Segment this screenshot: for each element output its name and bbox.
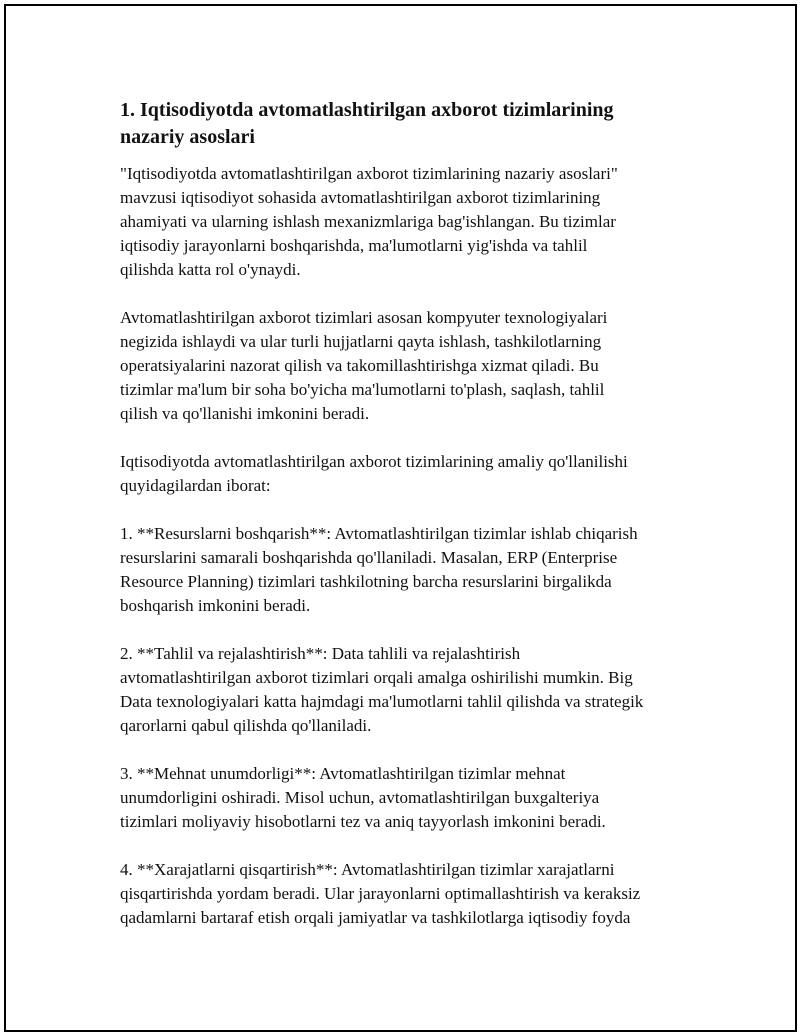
paragraph-line: 3. **Mehnat unumdorligi**: Avtomatlashtirilgan tizimlar mehnat bbox=[120, 764, 566, 783]
paragraph-line: boshqarish imkonini beradi. bbox=[120, 596, 311, 615]
paragraph-line: qilish va qo'llanishi imkonini beradi. bbox=[120, 404, 370, 423]
paragraph-line: Iqtisodiyotda avtomatlashtirilgan axborot tizimlarining amaliy qo'llanilishi bbox=[120, 452, 628, 471]
paragraph-line: 1. **Resurslarni boshqarish**: Avtomatlashtirilgan tizimlar ishlab chiqarish bbox=[120, 524, 638, 543]
paragraph-line: tizimlar ma'lum bir soha bo'yicha ma'lumotlarni to'plash, saqlash, tahlil bbox=[120, 380, 605, 399]
list-item-productivity bbox=[120, 762, 700, 834]
paragraph-line: ahamiyati va ularning ishlash mexanizmlariga bag'ishlangan. Bu tizimlar bbox=[120, 212, 616, 231]
paragraph-line: 2. **Tahlil va rejalashtirish**: Data tahlili va rejalashtirish bbox=[120, 644, 521, 663]
paragraph-line: qisqartirishda yordam beradi. Ular jarayonlarni optimallashtirish va keraksiz bbox=[120, 884, 641, 903]
paragraph-line: Data texnologiyalari katta hajmdagi ma'lumotlarni tahlil qilishda va strategik bbox=[120, 692, 644, 711]
paragraph-line: resurslarini samarali boshqarishda qo'llaniladi. Masalan, ERP (Enterprise bbox=[120, 548, 618, 567]
document-content bbox=[120, 97, 700, 954]
list-item-analysis bbox=[120, 642, 700, 738]
paragraph-line: "Iqtisodiyotda avtomatlashtirilgan axborot tizimlarining nazariy asoslari" bbox=[120, 164, 618, 183]
document-page bbox=[4, 4, 797, 1032]
paragraph-line: negizida ishlaydi va ular turli hujjatlarni qayta ishlash, tashkilotlarning bbox=[120, 332, 602, 351]
paragraph-line: tizimlari moliyaviy hisobotlarni tez va aniq tayyorlash imkonini beradi. bbox=[120, 812, 606, 831]
paragraph-systems bbox=[120, 306, 700, 426]
paragraph-line: Resource Planning) tizimlari tashkilotning barcha resurslarini birgalikda bbox=[120, 572, 612, 591]
title-line-2: nazariy asoslari bbox=[120, 126, 255, 148]
paragraph-line: unumdorligini oshiradi. Misol uchun, avtomatlashtirilgan buxgalteriya bbox=[120, 788, 600, 807]
paragraph-line: quyidagilardan iborat: bbox=[120, 476, 271, 495]
title-line-1: 1. Iqtisodiyotda avtomatlashtirilgan axborot tizimlarining bbox=[120, 99, 614, 121]
paragraph-line: qarorlarni qabul qilishda qo'llaniladi. bbox=[120, 716, 372, 735]
list-item-cost-reduction bbox=[120, 858, 700, 930]
paragraph-line: 4. **Xarajatlarni qisqartirish**: Avtomatlashtirilgan tizimlar xarajatlarni bbox=[120, 860, 615, 879]
paragraph-line: avtomatlashtirilgan axborot tizimlari orqali amalga oshirilishi mumkin. Big bbox=[120, 668, 633, 687]
paragraph-line: qilishda katta rol o'ynaydi. bbox=[120, 260, 301, 279]
paragraph-line: qadamlarni bartaraf etish orqali jamiyatlar va tashkilotlarga iqtisodiy foyda bbox=[120, 908, 631, 927]
document-title bbox=[120, 97, 700, 151]
paragraph-applications-intro bbox=[120, 450, 700, 498]
paragraph-line: Avtomatlashtirilgan axborot tizimlari asosan kompyuter texnologiyalari bbox=[120, 308, 608, 327]
paragraph-line: mavzusi iqtisodiyot sohasida avtomatlashtirilgan axborot tizimlarining bbox=[120, 188, 601, 207]
paragraph-line: iqtisodiy jarayonlarni boshqarishda, ma'lumotlarni yig'ishda va tahlil bbox=[120, 236, 588, 255]
list-item-resources bbox=[120, 522, 700, 618]
paragraph-line: operatsiyalarini nazorat qilish va takomillashtirishga xizmat qiladi. Bu bbox=[120, 356, 599, 375]
paragraph-intro bbox=[120, 162, 700, 282]
